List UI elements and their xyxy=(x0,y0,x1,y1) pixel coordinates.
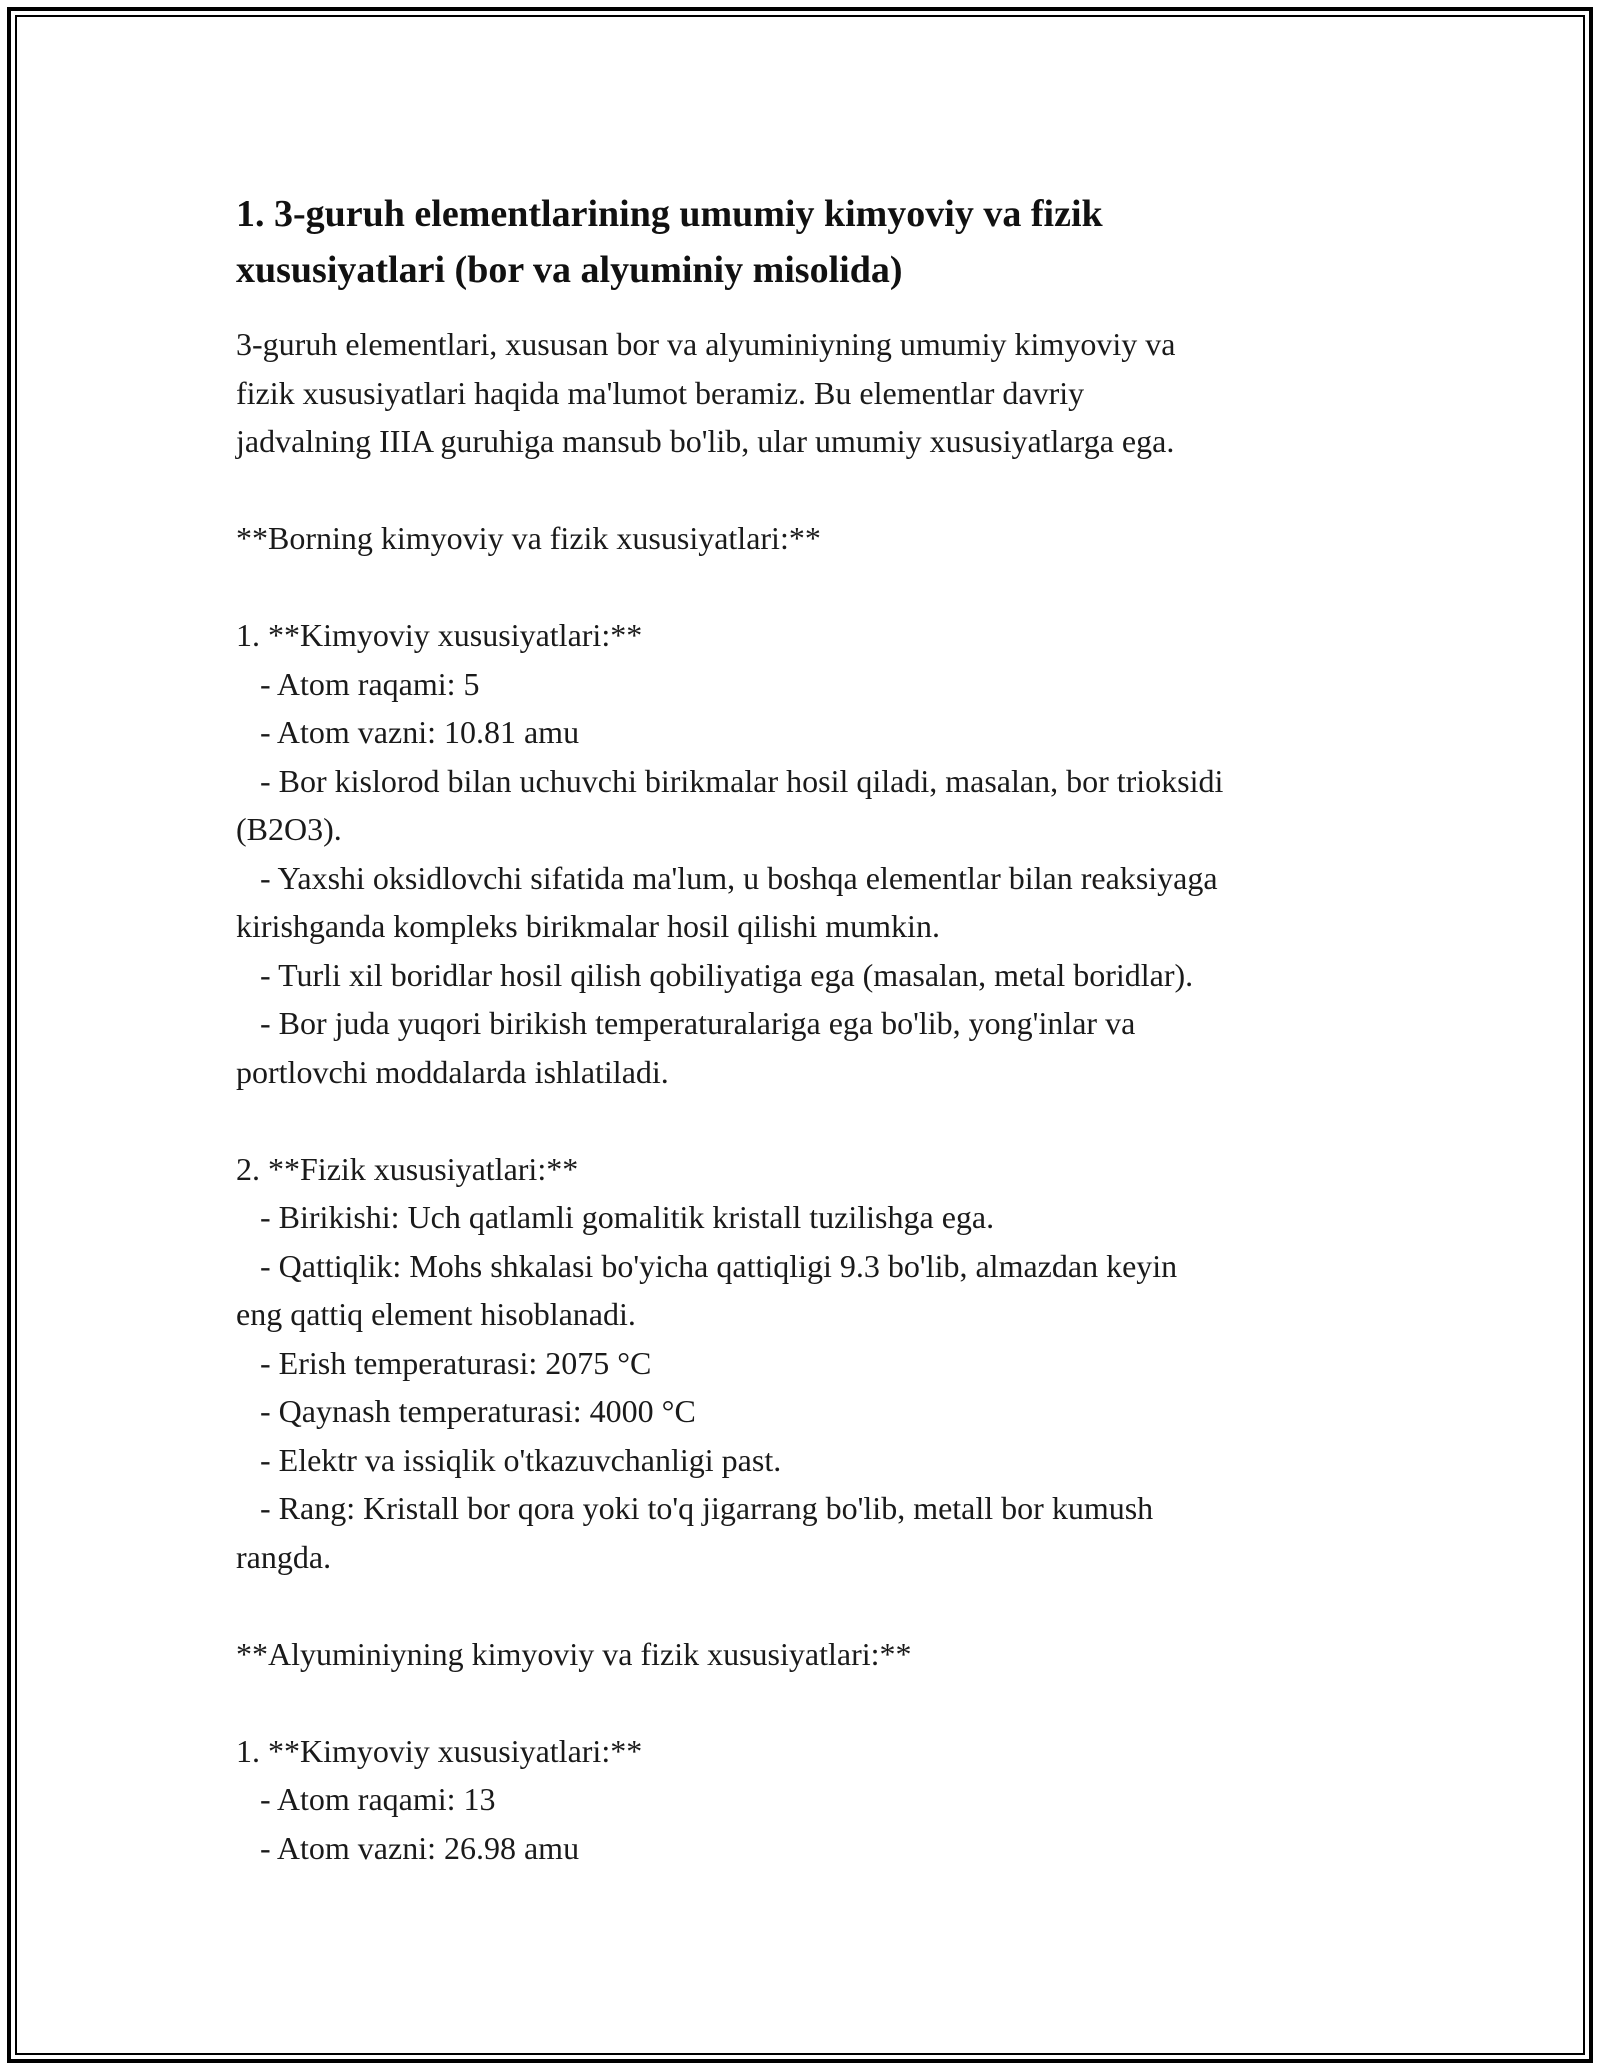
list-item: - Qaynash temperaturasi: 4000 °C xyxy=(236,1393,696,1429)
list-heading: 1. **Kimyoviy xususiyatlari:** xyxy=(236,1732,643,1769)
list-item-continuation: eng qattiq element hisoblanadi. xyxy=(236,1296,636,1332)
list-item: - Birikishi: Uch qatlamli gomalitik kristall tuzilishga ega. xyxy=(236,1199,995,1235)
subheading-aluminium: **Alyuminiyning kimyoviy va fizik xususiyatlari:** xyxy=(236,1635,912,1672)
blank-line xyxy=(236,563,1396,612)
body-line: jadvalning IIIA guruhiga mansub bo'lib, ular umumiy xususiyatlarga ega. xyxy=(236,423,1175,459)
list-item: - Turli xil boridlar hosil qilish qobiliyatiga ega (masalan, metal boridlar). xyxy=(236,956,1194,993)
list-item-continuation: kirishganda kompleks birikmalar hosil qilishi mumkin. xyxy=(236,908,940,944)
list-item: - Atom vazni: 26.98 amu xyxy=(236,1829,580,1866)
list-item-continuation: portlovchi moddalarda ishlatiladi. xyxy=(236,1053,669,1090)
section-title-line: 1. 3-guruh elementlarining umumiy kimyoviy va fizik xyxy=(236,193,1103,235)
list-item: - Bor juda yuqori birikish temperaturalariga ega bo'lib, yong'inlar va xyxy=(236,1005,1136,1041)
document-page xyxy=(236,186,1396,1872)
section-title-line: xususiyatlari (bor va alyuminiy misolida) xyxy=(236,249,903,291)
body-line: 3-guruh elementlari, xususan bor va alyuminiyning umumiy kimyoviy va xyxy=(236,326,1176,362)
blank-line xyxy=(236,466,1396,515)
list-item-continuation: (B2O3). xyxy=(236,811,342,847)
list-item: - Bor kislorod bilan uchuvchi birikmalar hosil qiladi, masalan, bor trioksidi xyxy=(236,762,1224,799)
blank-line xyxy=(236,1678,1396,1727)
list-item: - Qattiqlik: Mohs shkalasi bo'yicha qattiqligi 9.3 bo'lib, almazdan keyin xyxy=(236,1247,1178,1284)
list-item: - Yaxshi oksidlovchi sifatida ma'lum, u boshqa elementlar bilan reaksiyaga xyxy=(236,859,1218,896)
list-item: - Rang: Kristall bor qora yoki to'q jigarrang bo'lib, metall bor kumush xyxy=(236,1490,1154,1526)
document-body xyxy=(236,320,1396,1872)
list-item: - Atom raqami: 5 xyxy=(236,665,480,702)
list-item: - Erish temperaturasi: 2075 °C xyxy=(236,1344,652,1381)
subheading-boron: **Borning kimyoviy va fizik xususiyatlari:** xyxy=(236,520,821,556)
blank-line xyxy=(236,1581,1396,1630)
blank-line xyxy=(236,1096,1396,1145)
list-item: - Atom raqami: 13 xyxy=(236,1781,496,1817)
list-item-continuation: rangda. xyxy=(236,1538,332,1575)
list-heading: 1. **Kimyoviy xususiyatlari:** xyxy=(236,617,643,653)
list-heading: 2. **Fizik xususiyatlari:** xyxy=(236,1150,579,1187)
section-title xyxy=(236,186,1396,298)
list-item: - Elektr va issiqlik o'tkazuvchanligi past. xyxy=(236,1441,782,1478)
list-item: - Atom vazni: 10.81 amu xyxy=(236,714,580,750)
body-line: fizik xususiyatlari haqida ma'lumot beramiz. Bu elementlar davriy xyxy=(236,374,1085,411)
